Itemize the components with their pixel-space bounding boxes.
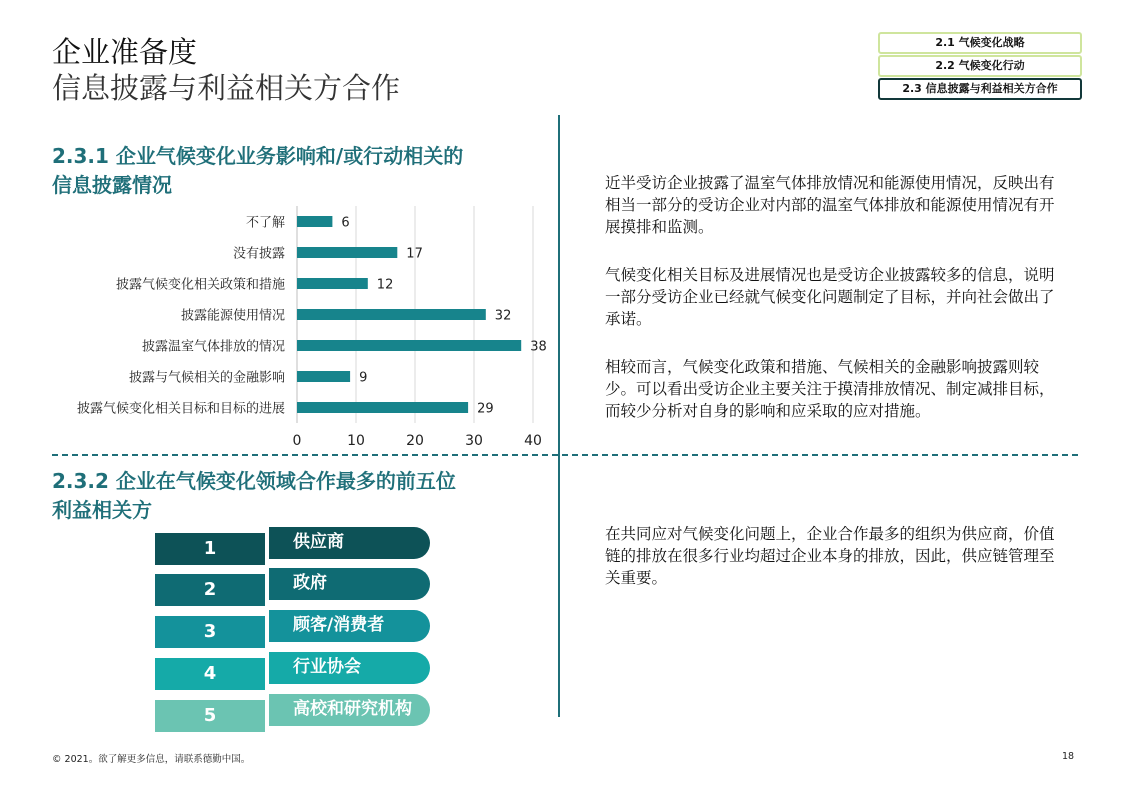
category-label: 披露与气候相关的金融影响 xyxy=(128,370,285,386)
category-label: 披露气候变化相关政策和措施 xyxy=(115,277,285,293)
x-tick-label: 20 xyxy=(406,433,424,449)
x-tick-label: 10 xyxy=(347,433,365,449)
bar xyxy=(297,309,486,320)
rank-label: 行业协会 xyxy=(267,652,430,684)
page-title: 企业准备度 xyxy=(52,35,198,69)
x-tick-label: 40 xyxy=(524,433,542,449)
bar xyxy=(297,278,368,289)
section1-heading-line1: 2.3.1 企业气候变化业务影响和/或行动相关的 xyxy=(52,144,464,168)
data-label: 32 xyxy=(494,308,512,324)
rank-label: 供应商 xyxy=(267,527,430,559)
data-label: 12 xyxy=(376,277,394,293)
ranking-row xyxy=(155,533,430,565)
category-label: 披露能源使用情况 xyxy=(180,308,285,324)
section1-heading xyxy=(52,142,463,200)
ranking-row xyxy=(155,700,430,732)
page-subtitle: 信息披露与利益相关方合作 xyxy=(52,71,401,105)
section2-heading xyxy=(52,467,456,525)
data-label: 6 xyxy=(341,215,350,231)
rank-number: 2 xyxy=(155,574,265,606)
rank-number: 3 xyxy=(155,616,265,648)
rank-label: 顾客/消费者 xyxy=(267,610,430,642)
rank-number: 1 xyxy=(155,533,265,565)
paragraph-4: 在共同应对气候变化问题上，企业合作最多的组织为供应商，价值链的排放在很多行业均超过企业本身的排放，因此，供应链管理至关重要。 xyxy=(605,525,1055,587)
category-label: 披露温室气体排放的情况 xyxy=(141,339,285,355)
data-label: 9 xyxy=(359,370,368,386)
nav-item-climate-strategy[interactable]: 2.1 气候变化战略 xyxy=(878,32,1082,54)
section1-heading-line2: 信息披露情况 xyxy=(52,173,172,197)
rank-label: 高校和研究机构 xyxy=(267,694,430,726)
x-tick-label: 30 xyxy=(465,433,483,449)
category-label: 披露气候变化相关目标和目标的进展 xyxy=(76,401,285,417)
section2-heading-line2: 利益相关方 xyxy=(52,498,152,522)
category-label: 不了解 xyxy=(245,215,285,231)
disclosure-bar-chart xyxy=(0,200,560,455)
page-number: 18 xyxy=(1062,751,1075,762)
nav-item-disclosure[interactable]: 2.3 信息披露与利益相关方合作 xyxy=(878,78,1082,100)
rank-number: 4 xyxy=(155,658,265,690)
ranking-row xyxy=(155,658,430,690)
section2-heading-line1: 2.3.2 企业在气候变化领域合作最多的前五位 xyxy=(52,469,456,493)
data-label: 29 xyxy=(477,401,494,417)
nav-item-climate-action[interactable]: 2.2 气候变化行动 xyxy=(878,55,1082,77)
paragraph-3: 相较而言，气候变化政策和措施、气候相关的金融影响披露则较少。可以看出受访企业主要关注于摸清排放情况、制定减排目标，而较少分析对自身的影响和应采取的应对措施。 xyxy=(605,358,1055,420)
paragraph-2: 气候变化相关目标及进展情况也是受访企业披露较多的信息，说明一部分受访企业已经就气候变化问题制定了目标，并向社会做出了承诺。 xyxy=(605,266,1055,328)
bar xyxy=(297,216,332,227)
rank-number: 5 xyxy=(155,700,265,732)
bar xyxy=(297,402,468,413)
ranking-row xyxy=(155,574,430,606)
bar xyxy=(297,247,397,258)
category-label: 没有披露 xyxy=(232,246,285,262)
ranking-row xyxy=(155,616,430,648)
paragraph-1: 近半受访企业披露了温室气体排放情况和能源使用情况，反映出有相当一部分的受访企业对内部的温室气体排放和能源使用情况有开展摸排和监测。 xyxy=(605,174,1055,236)
footer-copyright: © 2021。欲了解更多信息，请联系德勤中国。 xyxy=(52,754,251,765)
x-tick-label: 0 xyxy=(292,433,302,449)
rank-label: 政府 xyxy=(267,568,430,600)
bar xyxy=(297,340,521,351)
data-label: 38 xyxy=(530,339,547,355)
bar xyxy=(297,371,350,382)
data-label: 17 xyxy=(406,246,423,262)
